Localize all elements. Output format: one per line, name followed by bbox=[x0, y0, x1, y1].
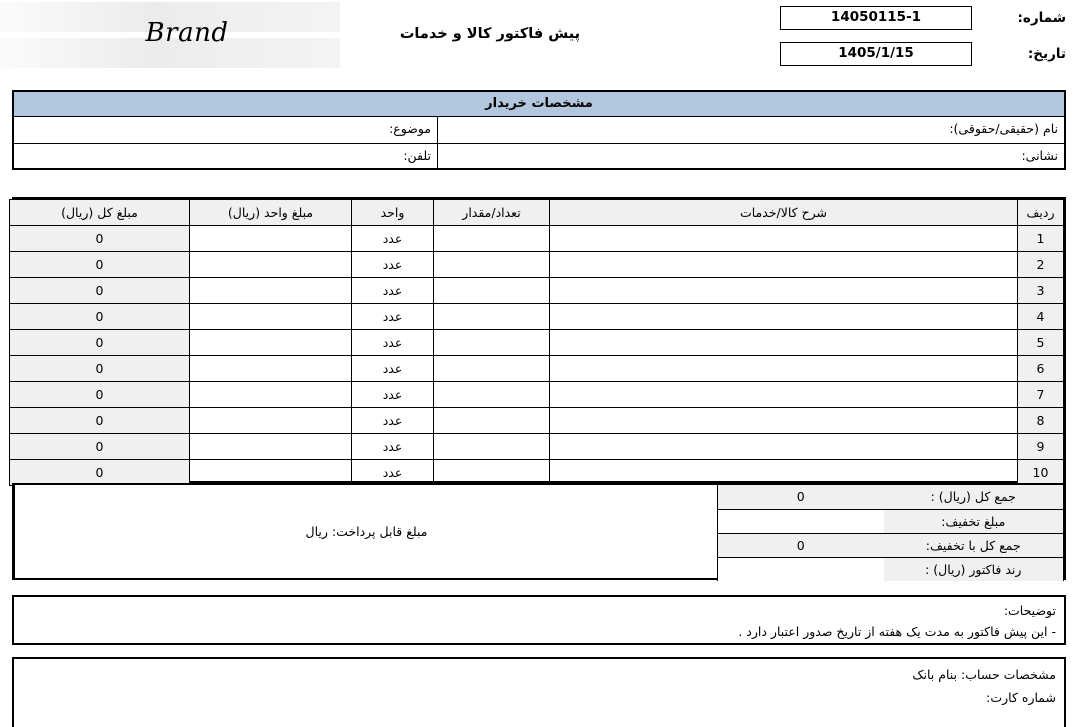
cell-unit-price[interactable] bbox=[190, 460, 352, 486]
cell-unit[interactable]: عدد bbox=[352, 460, 434, 486]
table-row bbox=[10, 304, 1064, 330]
cell-row-number: 6 bbox=[1018, 356, 1064, 382]
cell-unit[interactable]: عدد bbox=[352, 356, 434, 382]
items-table-body bbox=[10, 226, 1064, 486]
document-header bbox=[0, 0, 1080, 82]
table-row bbox=[10, 330, 1064, 356]
invoice-number-label: شماره: bbox=[1017, 10, 1066, 26]
buyer-address-label[interactable]: نشانی: bbox=[437, 144, 1064, 170]
totals-row bbox=[718, 557, 1064, 581]
cell-row-number: 9 bbox=[1018, 434, 1064, 460]
items-table-section bbox=[12, 197, 1066, 483]
buyer-subject-label[interactable]: موضوع: bbox=[389, 121, 431, 136]
cell-row-number: 2 bbox=[1018, 252, 1064, 278]
table-row bbox=[10, 408, 1064, 434]
notes-line-1: - این پیش فاکتور به مدت یک هفته از تاریخ صدور اعتبار دارد . bbox=[738, 624, 1056, 639]
table-row bbox=[10, 252, 1064, 278]
invoice-number-value[interactable]: 14050115-1 bbox=[780, 6, 972, 30]
totals-row-label: مبلغ تخفیف: bbox=[884, 509, 1064, 533]
totals-row-value[interactable] bbox=[718, 557, 884, 581]
cell-unit-price[interactable] bbox=[190, 434, 352, 460]
col-header-total: مبلغ کل (ریال) bbox=[10, 200, 190, 226]
cell-total[interactable]: 0 bbox=[10, 304, 190, 330]
col-header-row-number: ردیف bbox=[1018, 200, 1064, 226]
totals-row-label: جمع کل با تخفیف: bbox=[884, 533, 1064, 557]
cell-quantity[interactable] bbox=[434, 382, 550, 408]
cell-description[interactable] bbox=[550, 408, 1018, 434]
cell-description[interactable] bbox=[550, 330, 1018, 356]
buyer-phone-label[interactable]: تلفن: bbox=[403, 147, 431, 163]
col-header-quantity: تعداد/مقدار bbox=[434, 200, 550, 226]
cell-row-number: 7 bbox=[1018, 382, 1064, 408]
totals-row-value[interactable]: 0 bbox=[718, 485, 884, 509]
cell-row-number: 3 bbox=[1018, 278, 1064, 304]
totals-row bbox=[718, 509, 1064, 533]
cell-unit[interactable]: عدد bbox=[352, 434, 434, 460]
bank-account-line: مشخصات حساب: بنام بانک bbox=[912, 667, 1056, 682]
buyer-section-title: مشخصات خریدار bbox=[14, 92, 1064, 117]
totals-row-value[interactable]: 0 bbox=[718, 533, 884, 557]
cell-unit[interactable]: عدد bbox=[352, 304, 434, 330]
bank-card-number-line: شماره کارت: bbox=[986, 690, 1056, 705]
cell-quantity[interactable] bbox=[434, 434, 550, 460]
cell-quantity[interactable] bbox=[434, 408, 550, 434]
totals-section bbox=[12, 483, 1066, 580]
table-row bbox=[10, 382, 1064, 408]
cell-description[interactable] bbox=[550, 304, 1018, 330]
cell-quantity[interactable] bbox=[434, 460, 550, 486]
payable-amount-text: مبلغ قابل پرداخت: ریال bbox=[305, 524, 428, 539]
totals-row-value[interactable] bbox=[718, 509, 884, 533]
col-header-description: شرح کالا/خدمات bbox=[550, 200, 1018, 226]
cell-row-number: 10 bbox=[1018, 460, 1064, 486]
totals-summary-pane bbox=[718, 485, 1064, 578]
cell-total[interactable]: 0 bbox=[10, 460, 190, 486]
cell-unit-price[interactable] bbox=[190, 304, 352, 330]
cell-total[interactable]: 0 bbox=[10, 434, 190, 460]
cell-description[interactable] bbox=[550, 382, 1018, 408]
cell-unit-price[interactable] bbox=[190, 382, 352, 408]
buyer-name-label[interactable]: نام (حقیقی/حقوقی): bbox=[437, 117, 1064, 143]
table-row bbox=[10, 356, 1064, 382]
cell-quantity[interactable] bbox=[434, 226, 550, 252]
cell-row-number: 4 bbox=[1018, 304, 1064, 330]
items-table-head bbox=[10, 200, 1064, 226]
cell-total[interactable]: 0 bbox=[10, 278, 190, 304]
cell-total[interactable]: 0 bbox=[10, 330, 190, 356]
col-header-unit-price: مبلغ واحد (ریال) bbox=[190, 200, 352, 226]
payable-amount-pane bbox=[14, 485, 718, 578]
buyer-details-section bbox=[12, 90, 1066, 170]
notes-section bbox=[12, 595, 1066, 645]
cell-unit-price[interactable] bbox=[190, 226, 352, 252]
cell-description[interactable] bbox=[550, 434, 1018, 460]
cell-description[interactable] bbox=[550, 278, 1018, 304]
cell-unit[interactable]: عدد bbox=[352, 278, 434, 304]
cell-total[interactable]: 0 bbox=[10, 252, 190, 278]
invoice-date-value[interactable]: 1405/1/15 bbox=[780, 42, 972, 66]
cell-description[interactable] bbox=[550, 226, 1018, 252]
cell-description[interactable] bbox=[550, 252, 1018, 278]
cell-unit[interactable]: عدد bbox=[352, 252, 434, 278]
cell-description[interactable] bbox=[550, 356, 1018, 382]
cell-unit-price[interactable] bbox=[190, 278, 352, 304]
cell-row-number: 8 bbox=[1018, 408, 1064, 434]
notes-title: توضیحات: bbox=[1003, 603, 1056, 618]
table-row bbox=[10, 226, 1064, 252]
totals-row bbox=[718, 485, 1064, 509]
buyer-row-name bbox=[14, 117, 1064, 144]
cell-unit-price[interactable] bbox=[190, 408, 352, 434]
cell-quantity[interactable] bbox=[434, 252, 550, 278]
totals-row-label: رند فاکتور (ریال) : bbox=[884, 557, 1064, 581]
cell-total[interactable]: 0 bbox=[10, 382, 190, 408]
cell-quantity[interactable] bbox=[434, 278, 550, 304]
buyer-row-address bbox=[14, 144, 1064, 170]
cell-description[interactable] bbox=[550, 460, 1018, 486]
table-row bbox=[10, 460, 1064, 486]
invoice-date-label: تاریخ: bbox=[1027, 46, 1066, 62]
totals-row-label: جمع کل (ریال) : bbox=[884, 485, 1064, 509]
cell-row-number: 5 bbox=[1018, 330, 1064, 356]
cell-quantity[interactable] bbox=[434, 330, 550, 356]
table-row bbox=[10, 434, 1064, 460]
totals-table bbox=[717, 485, 1064, 581]
cell-total[interactable]: 0 bbox=[10, 408, 190, 434]
col-header-unit: واحد bbox=[352, 200, 434, 226]
cell-unit[interactable]: عدد bbox=[352, 382, 434, 408]
cell-total[interactable]: 0 bbox=[10, 226, 190, 252]
items-header-row bbox=[10, 200, 1064, 226]
cell-quantity[interactable] bbox=[434, 304, 550, 330]
cell-total[interactable]: 0 bbox=[10, 356, 190, 382]
items-table bbox=[9, 199, 1064, 486]
cell-unit-price[interactable] bbox=[190, 252, 352, 278]
bank-details-section bbox=[12, 657, 1066, 727]
table-row bbox=[10, 278, 1064, 304]
cell-unit-price[interactable] bbox=[190, 356, 352, 382]
totals-row bbox=[718, 533, 1064, 557]
cell-unit-price[interactable] bbox=[190, 330, 352, 356]
brand-logo: Brand bbox=[145, 18, 229, 48]
cell-row-number: 1 bbox=[1018, 226, 1064, 252]
cell-unit[interactable]: عدد bbox=[352, 226, 434, 252]
document-title: پیش فاکتور کالا و خدمات bbox=[399, 26, 581, 42]
cell-unit[interactable]: عدد bbox=[352, 330, 434, 356]
cell-quantity[interactable] bbox=[434, 356, 550, 382]
cell-unit[interactable]: عدد bbox=[352, 408, 434, 434]
totals-table-body bbox=[718, 485, 1064, 581]
